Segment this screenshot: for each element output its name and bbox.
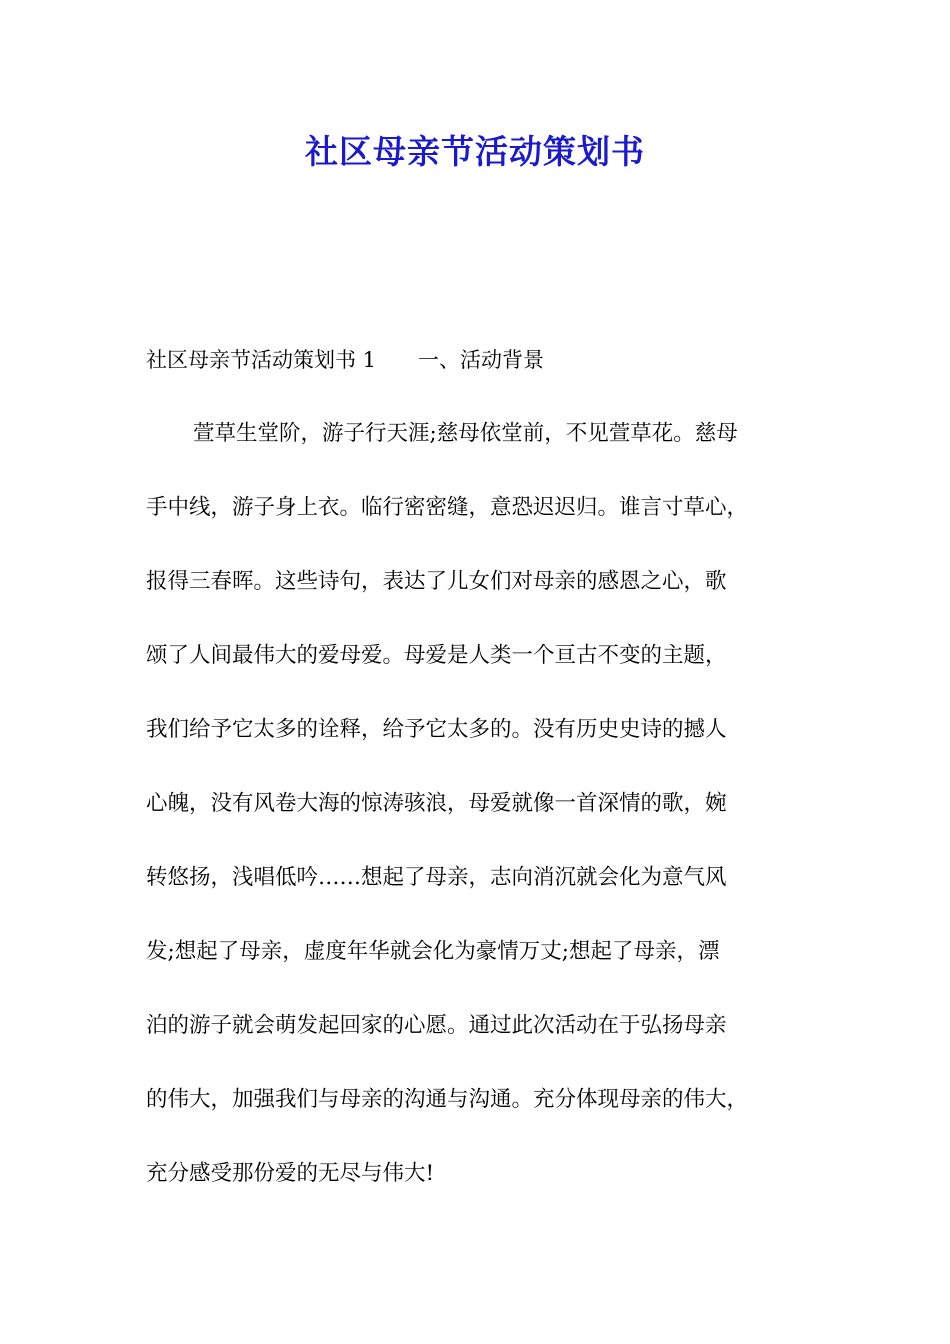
paragraph-line: 泊的游子就会萌发起回家的心愿。通过此次活动在于弘扬母亲 bbox=[146, 1013, 727, 1038]
paragraph-line: 报得三春晖。这些诗句，表达了儿女们对母亲的感恩之心，歌 bbox=[146, 569, 727, 594]
section-heading-line bbox=[146, 340, 826, 380]
paragraph-line: 充分感受那份爱的无尽与伟大! bbox=[146, 1161, 435, 1186]
paragraph-line: 颂了人间最伟大的爱母爱。母爱是人类一个亘古不变的主题， bbox=[146, 643, 727, 668]
paragraph-line: 我们给予它太多的诠释，给予它太多的。没有历史史诗的撼人 bbox=[146, 717, 727, 742]
paragraph-line: 的伟大，加强我们与母亲的沟通与沟通。充分体现母亲的伟大， bbox=[146, 1087, 749, 1112]
paragraph-line: 萱草生堂阶，游子行天涯;慈母依堂前，不见萱草花。慈母 bbox=[193, 421, 738, 446]
section-heading: 一、活动背景 bbox=[418, 348, 545, 372]
paragraph-line: 发;想起了母亲，虚度年华就会化为豪情万丈;想起了母亲，漂 bbox=[146, 939, 720, 964]
paragraph-line: 转悠扬，浅唱低吟……想起了母亲，志向消沉就会化为意气风 bbox=[146, 865, 727, 890]
paragraph-line: 心魄，没有风卷大海的惊涛骇浪，母爱就像一首深情的歌，婉 bbox=[146, 791, 727, 816]
document-name-label: 社区母亲节活动策划书 1 bbox=[146, 348, 377, 372]
document-title: 社区母亲节活动策划书 bbox=[305, 132, 645, 171]
background-paragraph bbox=[146, 414, 826, 1228]
paragraph-line: 手中线，游子身上衣。临行密密缝，意恐迟迟归。谁言寸草心， bbox=[146, 495, 749, 520]
